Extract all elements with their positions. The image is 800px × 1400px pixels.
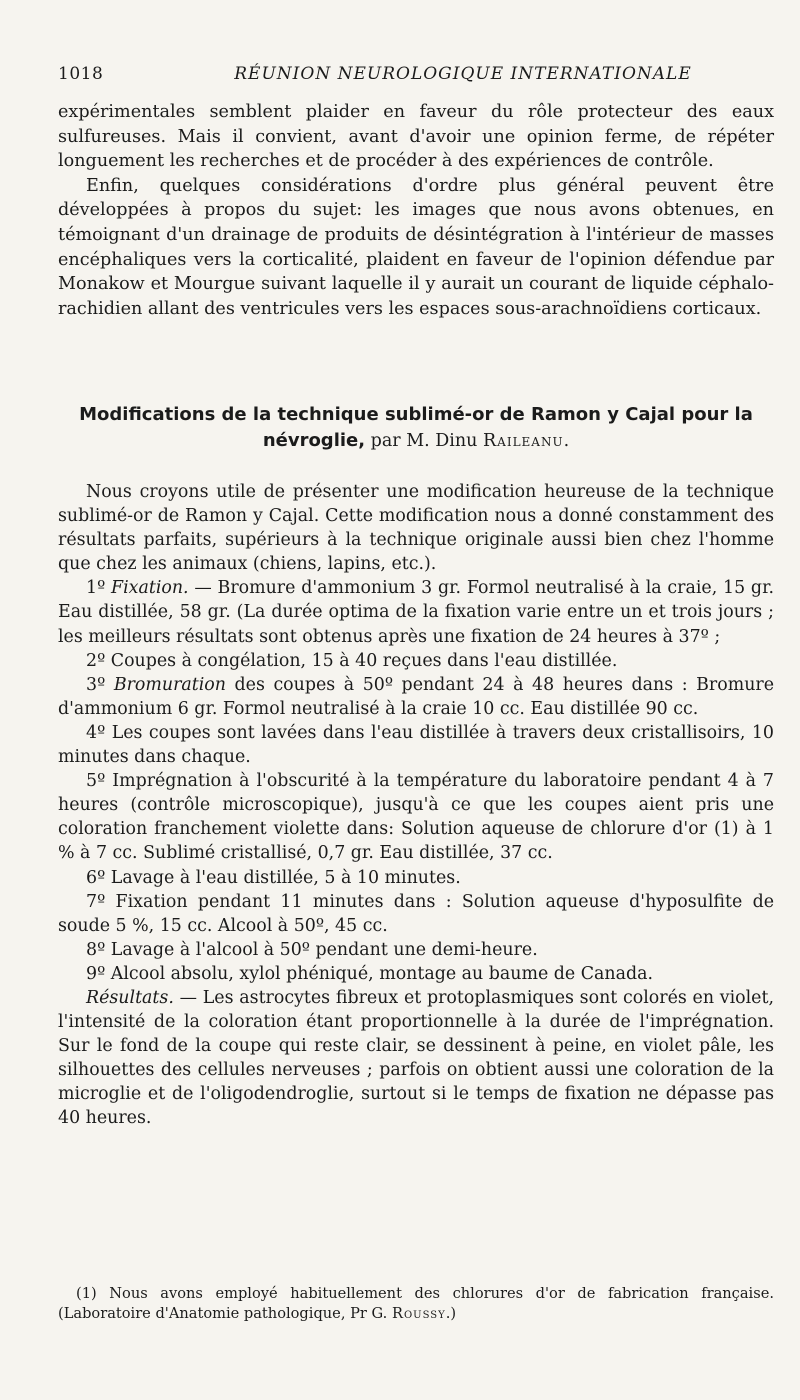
running-title: RÉUNION NEUROLOGIQUE INTERNATIONALE — [234, 64, 692, 84]
step-2 — [58, 649, 774, 673]
step-7 — [58, 890, 774, 938]
intro-text — [58, 100, 774, 321]
step-4 — [58, 721, 774, 769]
section-body — [58, 480, 774, 1131]
step-number: 2º — [86, 650, 111, 671]
author-surname: Raileanu — [483, 431, 564, 451]
page-header — [58, 64, 758, 90]
section-intro: Nous croyons utile de présenter une modification heureuse de la technique sublimé-or de Ramon y Cajal. Cette modification nous a donné constamment des résultats parfaits, supérieurs à la technique originale aussi bien chez l'homme que chez les animaux (chiens, lapins, etc.). — [58, 482, 774, 575]
step-text: Lavage à l'alcool à 50º pendant une demi-heure. — [110, 939, 538, 960]
step-text: Imprégnation à l'obscurité à la température du laboratoire pendant 4 à 7 heures (contrôle microscopique), jusqu'à ce que les coupes aient pris une coloration franchement violette dans: Solution aqueuse de chlorure d'or (1) à 1 % à 7 cc. Sublimé cristallisé, 0,7 gr. Eau distillée, 37 cc. — [58, 771, 774, 864]
step-text: Les coupes sont lavées dans l'eau distillée à travers deux cristallisoirs, 10 minutes dans chaque. — [58, 722, 774, 768]
byline — [365, 431, 569, 451]
byline-prefix: par M. Dinu — [365, 431, 483, 451]
footnote-body: (1) Nous avons employé habituellement des chlorures d'or de fabrication française. (Laboratoire d'Anatomie pathologique, Pr G. — [58, 1285, 774, 1322]
footnote-surname: Roussy — [391, 1305, 446, 1322]
step-number: 8º — [86, 939, 111, 960]
step-6 — [58, 866, 774, 890]
footnote — [58, 1284, 774, 1324]
results-text: — Les astrocytes fibreux et protoplasmiques sont colorés en violet, l'intensité de la coloration étant proportionnelle à la durée de l'imprégnation. Sur le fond de la coupe qui reste clair, se dessinent à peine, en violet pâle, les silhouettes des cellules nerveuses ; parfois on obtient aussi une coloration de la microglie et de l'oligodendroglie, surtout si le temps de fixation ne dépasse pas 40 heures. — [58, 987, 774, 1129]
step-number: 7º — [86, 891, 116, 912]
page-number: 1018 — [58, 64, 104, 84]
step-text: Lavage à l'eau distillée, 5 à 10 minutes. — [110, 867, 461, 888]
step-1 — [58, 576, 774, 648]
step-text: — Bromure d'ammonium 3 gr. Formol neutralisé à la craie, 15 gr. Eau distillée, 58 gr. (La durée optima de la fixation varie entre un et trois jours ; les meilleurs résultats sont obtenus après une fixation de 24 heures à 37º ; — [58, 578, 774, 647]
step-number: 4º — [86, 722, 112, 743]
step-3 — [58, 673, 774, 721]
intro-paragraph: expérimentales semblent plaider en faveur du rôle protecteur des eaux sulfureuses. Mais il convient, avant d'avoir une opinion ferme, de répéter longuement les recherches et de procéder à des expériences de contrôle. — [58, 102, 774, 172]
step-text: des coupes à 50º pendant 24 à 48 heures dans : Bromure d'ammonium 6 gr. Formol neutralisé à la craie 10 cc. Eau distillée 90 cc. — [58, 674, 774, 719]
section-title — [58, 402, 774, 454]
section-heading: Modifications de la technique sublimé-or de Ramon y Cajal pour la névroglie, — [79, 404, 753, 451]
step-number: 9º — [86, 963, 111, 984]
step-number: 5º — [86, 771, 113, 792]
step-number: 3º — [86, 674, 114, 695]
footnote-text — [58, 1284, 774, 1324]
step-label: Fixation. — [111, 578, 189, 599]
step-text: Fixation pendant 11 minutes dans : Solution aqueuse d'hyposulfite de soude 5 %, 15 cc. Alcool à 50º, 45 cc. — [58, 891, 774, 936]
results-label: Résultats. — [86, 987, 174, 1008]
step-5 — [58, 769, 774, 865]
step-number: 6º — [86, 867, 111, 888]
step-label: Bromuration — [113, 674, 226, 695]
step-text: Coupes à congélation, 15 à 40 reçues dans l'eau distillée. — [110, 650, 618, 671]
intro-paragraph: Enfin, quelques considérations d'ordre plus général peuvent être développées à propos du sujet: les images que nous avons obtenues, en témoignant d'un drainage de produits de désintégration à l'intérieur de masses encéphaliques vers la corticalité, plaident en faveur de l'opinion défendue par Monakow et Mourgue suivant laquelle il y aurait un courant de liquide céphalo-rachidien allant des ventricules vers les espaces sous-arachnoïdiens corticaux. — [58, 175, 774, 319]
step-text: Alcool absolu, xylol phéniqué, montage au baume de Canada. — [110, 963, 654, 984]
footnote-suffix: .) — [445, 1305, 457, 1322]
step-8 — [58, 938, 774, 962]
byline-suffix: . — [563, 431, 570, 451]
step-number: 1º — [86, 578, 112, 599]
results-paragraph — [58, 986, 774, 1131]
step-9 — [58, 962, 774, 986]
